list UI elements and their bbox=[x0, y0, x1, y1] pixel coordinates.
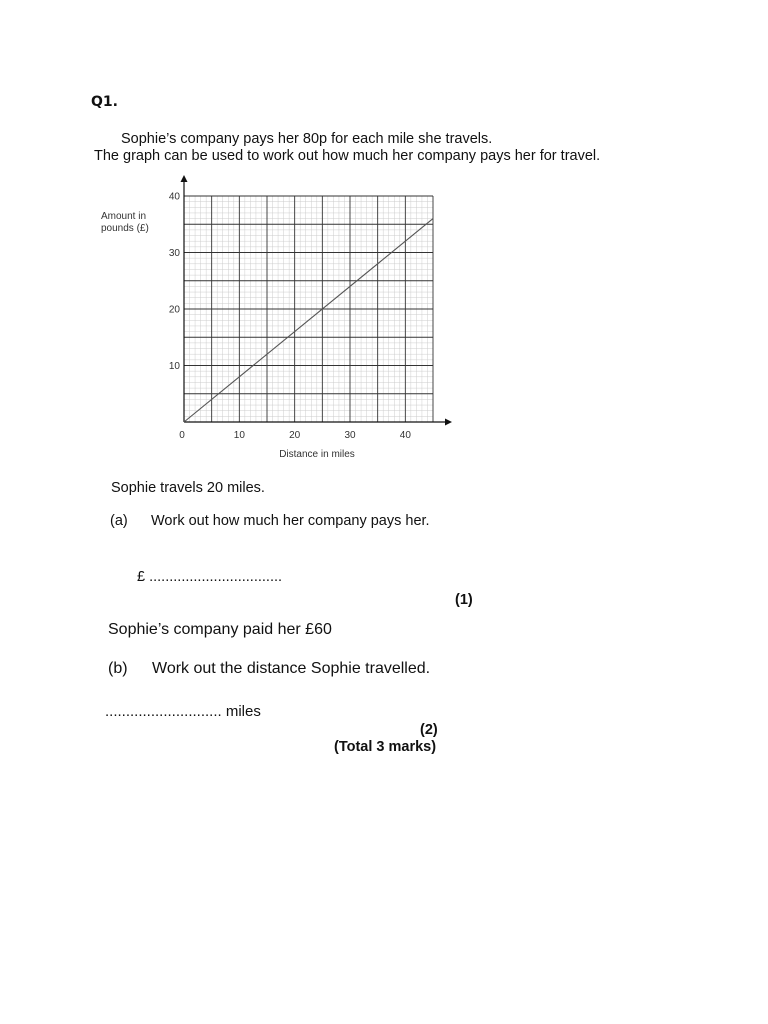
answer-line-a[interactable]: £ ................................. bbox=[137, 569, 283, 585]
x-tick-label: 20 bbox=[289, 430, 301, 441]
part-a-label: (a) bbox=[110, 513, 128, 529]
part-b-question: Work out the distance Sophie travelled. bbox=[152, 660, 431, 677]
total-marks: (Total 3 marks) bbox=[334, 739, 437, 755]
answer-line-b[interactable]: ............................ miles bbox=[105, 703, 261, 720]
x-axis-label: Distance in miles bbox=[279, 449, 355, 460]
travel-statement: Sophie travels 20 miles. bbox=[111, 480, 265, 496]
y-tick-label: 40 bbox=[168, 191, 180, 203]
x-tick-label: 0 bbox=[179, 430, 185, 441]
part-a-question: Work out how much her company pays her. bbox=[151, 513, 430, 529]
x-tick-label: 40 bbox=[399, 430, 411, 441]
y-tick-label: 20 bbox=[168, 304, 180, 316]
paid-statement: Sophie’s company paid her £60 bbox=[108, 621, 332, 638]
intro-line-1: Sophie’s company pays her 80p for each mile she travels. bbox=[121, 131, 493, 147]
marks-a: (1) bbox=[455, 592, 473, 608]
y-axis-arrow bbox=[181, 175, 188, 182]
y-axis-label-line2: pounds (£) bbox=[101, 223, 149, 234]
x-tick-label: 10 bbox=[233, 430, 245, 441]
distance-cost-graph bbox=[90, 170, 470, 465]
y-axis-label-line1: Amount in bbox=[101, 211, 147, 222]
x-tick-labels bbox=[179, 430, 411, 441]
y-tick-label: 30 bbox=[168, 248, 180, 259]
intro-line-2: The graph can be used to work out how much her company pays her for travel. bbox=[94, 148, 601, 164]
y-tick-labels bbox=[169, 192, 181, 373]
x-axis-arrow bbox=[445, 419, 452, 426]
y-tick-label: 10 bbox=[168, 361, 180, 372]
part-b-label: (b) bbox=[108, 660, 128, 677]
question-number: Q1. bbox=[91, 94, 118, 110]
marks-b: (2) bbox=[420, 722, 438, 738]
x-tick-label: 30 bbox=[344, 430, 356, 441]
